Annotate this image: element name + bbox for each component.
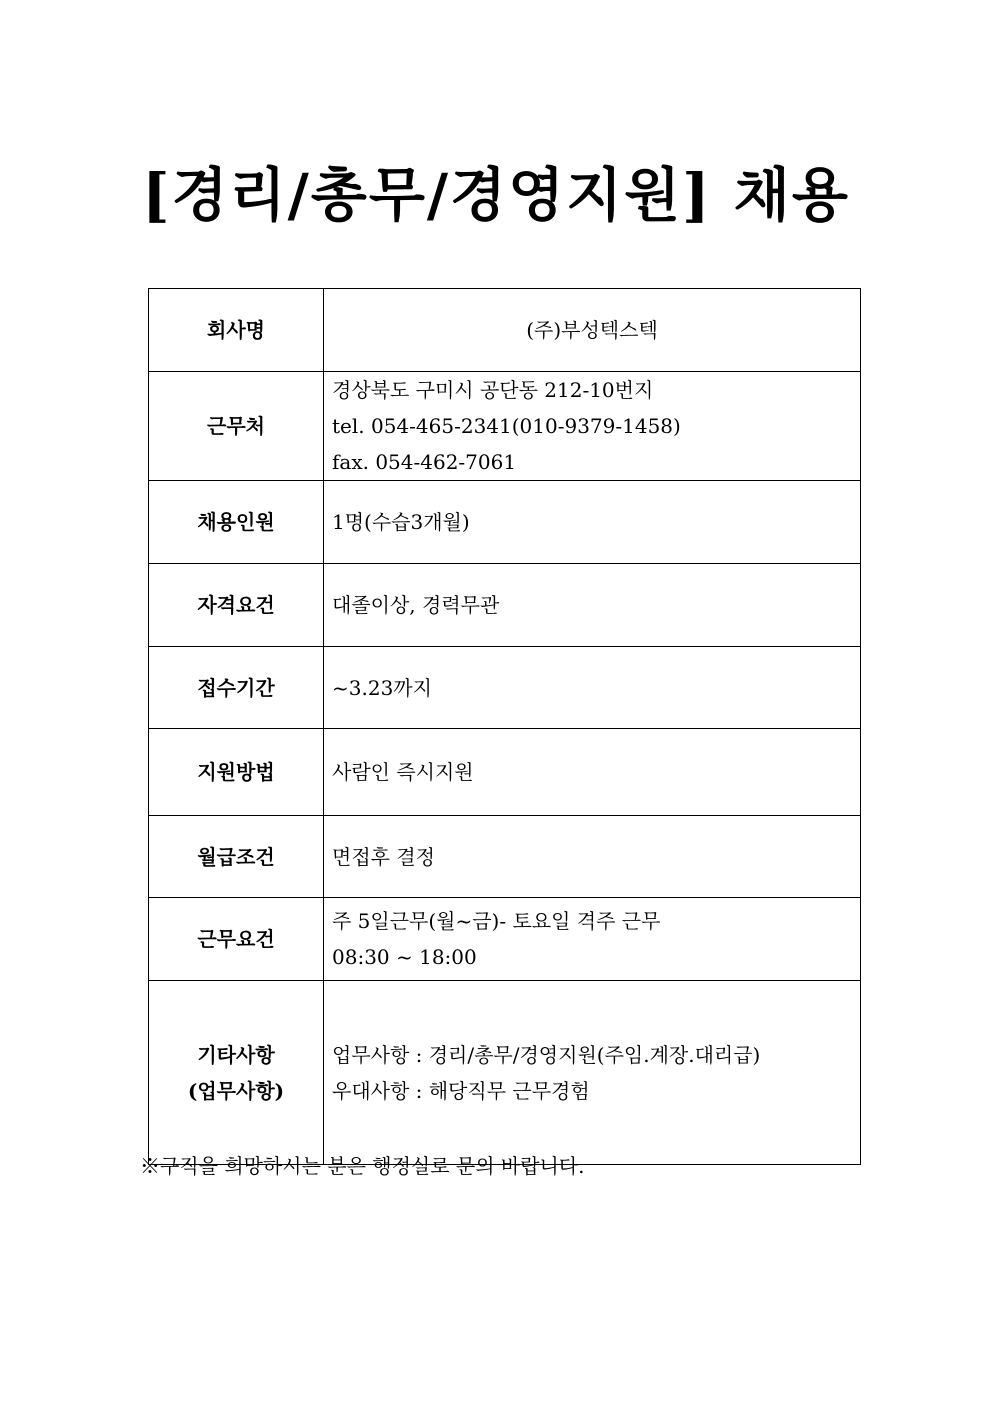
value-line-fax: fax. 054-462-7061 [332, 450, 517, 474]
row-label-other [149, 981, 324, 1165]
job-info-table [148, 288, 861, 1165]
row-value-salary [324, 816, 861, 898]
table-row [149, 289, 861, 372]
row-label-period: 접수기간 [149, 647, 324, 729]
row-value-qualifications [324, 564, 861, 647]
table-row [149, 372, 861, 481]
value-line-address: 경상북도 구미시 공단동 212-10번지 [332, 378, 654, 402]
row-value-headcount [324, 481, 861, 564]
value-line: 주 5일근무(월~금)- 토요일 격주 근무 [332, 909, 661, 933]
value-line: (주)부성텍스텍 [526, 318, 658, 342]
table-row [149, 481, 861, 564]
row-label-workplace: 근무처 [149, 372, 324, 481]
table-row [149, 564, 861, 647]
value-line: 면접후 결정 [332, 844, 435, 869]
row-value-other [324, 981, 861, 1165]
table-row [149, 816, 861, 898]
footnote: ※구직을 희망하시는 분은 행정실로 문의 바랍니다. [140, 1154, 585, 1178]
page-title: [경리/총무/경영지원] 채용 [142, 161, 850, 229]
value-line: ~3.23까지 [332, 675, 432, 700]
table-row [149, 981, 861, 1165]
row-label-headcount: 채용인원 [149, 481, 324, 564]
table-row [149, 898, 861, 981]
row-value-company [324, 289, 861, 372]
table-row [149, 729, 861, 816]
row-label-work-conditions: 근무요건 [149, 898, 324, 981]
row-label-salary: 월급조건 [149, 816, 324, 898]
row-label-company: 회사명 [149, 289, 324, 372]
value-line-duties: 업무사항 : 경리/총무/경영지원(주임.계장.대리급) [332, 1042, 761, 1067]
row-value-workplace [324, 372, 861, 481]
row-value-apply-method [324, 729, 861, 816]
table-row [149, 647, 861, 729]
value-line: 대졸이상, 경력무관 [332, 593, 500, 617]
label-line-other: 기타사항 [197, 1042, 275, 1067]
value-line-tel: tel. 054-465-2341(010-9379-1458) [332, 414, 681, 438]
value-line: 사람인 즉시지원 [332, 760, 474, 784]
row-label-qualifications: 자격요건 [149, 564, 324, 647]
row-label-apply-method: 지원방법 [149, 729, 324, 816]
row-value-period [324, 647, 861, 729]
value-line: 1명(수습3개월) [332, 510, 470, 534]
value-line: 08:30 ~ 18:00 [332, 945, 477, 969]
value-line-preferred: 우대사항 : 해당직무 근무경험 [332, 1078, 590, 1103]
label-line-duties: (업무사항) [187, 1078, 285, 1103]
row-value-work-conditions [324, 898, 861, 981]
